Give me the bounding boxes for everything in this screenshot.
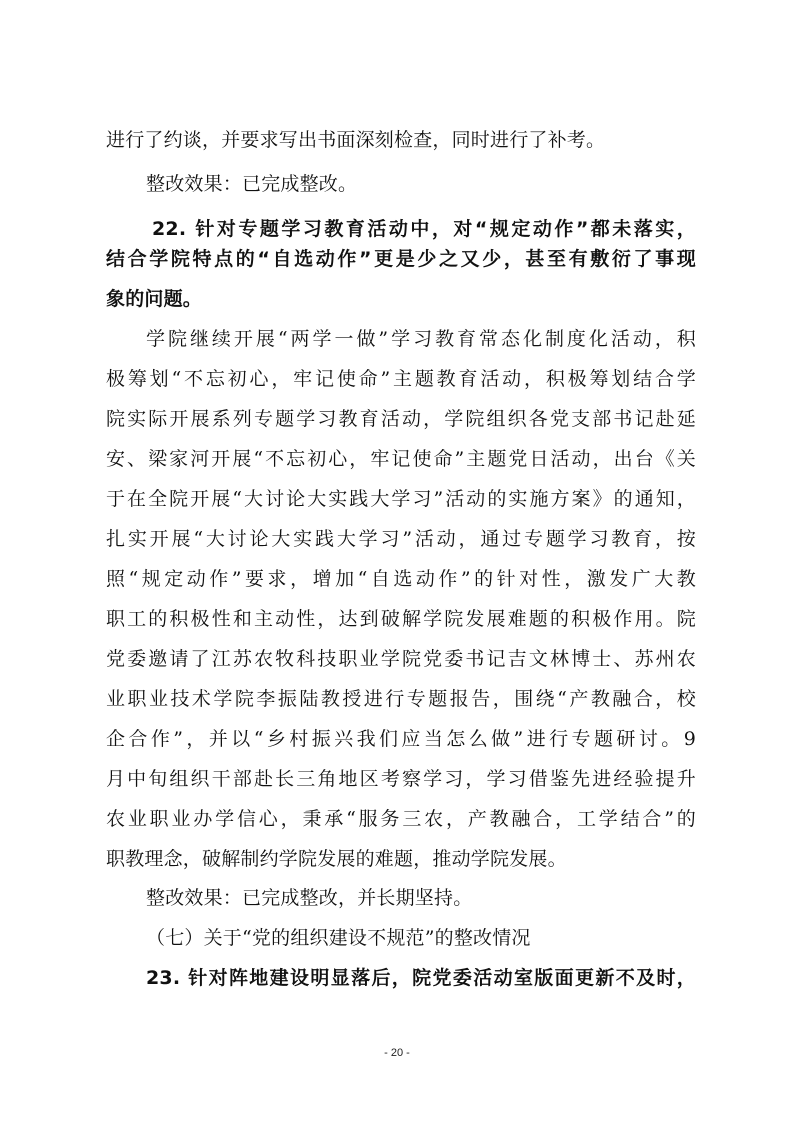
section-heading-22-line2: 结合学院特点的“自选动作”更是少之又少，甚至有敷衍了事现 [106, 248, 696, 270]
paragraph-line: 安、梁家河开展“不忘初心，牢记使命”主题党日活动，出台《关 [106, 448, 696, 470]
paragraph-line: 农业职业办学信心，秉承“服务三农，产教融合，工学结合”的 [106, 808, 696, 830]
paragraph-line: 企合作”，并以“乡村振兴我们应当怎么做”进行专题研讨。9 [106, 728, 696, 750]
paragraph-line: 职工的积极性和主动性，达到破解学院发展难题的积极作用。院 [106, 608, 696, 630]
paragraph-line: 进行了约谈，并要求写出书面深刻检查，同时进行了补考。 [106, 129, 606, 151]
paragraph-line: 党委邀请了江苏农牧科技职业学院党委书记吉文林博士、苏州农 [106, 648, 696, 670]
rectification-result: 整改效果：已完成整改。 [146, 173, 358, 195]
paragraph-line: 照“规定动作”要求，增加“自选动作”的针对性，激发广大教 [106, 568, 696, 590]
rectification-result: 整改效果：已完成整改，并长期坚持。 [146, 887, 473, 909]
paragraph-line: 月中旬组织干部赴长三角地区考察学习，学习借鉴先进经验提升 [106, 768, 696, 790]
page-number: - 20 - [384, 1047, 410, 1059]
paragraph-line: 职教理念，破解制约学院发展的难题，推动学院发展。 [106, 848, 567, 870]
paragraph-line: 业职业技术学院李振陆教授进行专题报告，围绕“产教融合，校 [106, 688, 696, 710]
section-heading-23: 23. 针对阵地建设明显落后，院党委活动室版面更新不及时， [146, 967, 696, 989]
subsection-heading: （七）关于“党的组织建设不规范”的整改情况 [146, 927, 531, 949]
paragraph-line: 于在全院开展“大讨论大实践大学习”活动的实施方案》的通知， [106, 488, 696, 510]
section-heading-22-line3: 象的问题。 [106, 288, 203, 310]
paragraph-line: 扎实开展“大讨论大实践大学习”活动，通过专题学习教育，按 [106, 528, 696, 550]
paragraph-line: 极筹划“不忘初心，牢记使命”主题教育活动，积极筹划结合学 [106, 368, 696, 390]
paragraph-line: 院实际开展系列专题学习教育活动，学院组织各党支部书记赴延 [106, 408, 696, 430]
section-heading-22: 22. 针对专题学习教育活动中，对“规定动作”都未落实， [152, 218, 696, 240]
paragraph-line: 学院继续开展“两学一做”学习教育常态化制度化活动，积 [146, 328, 696, 350]
